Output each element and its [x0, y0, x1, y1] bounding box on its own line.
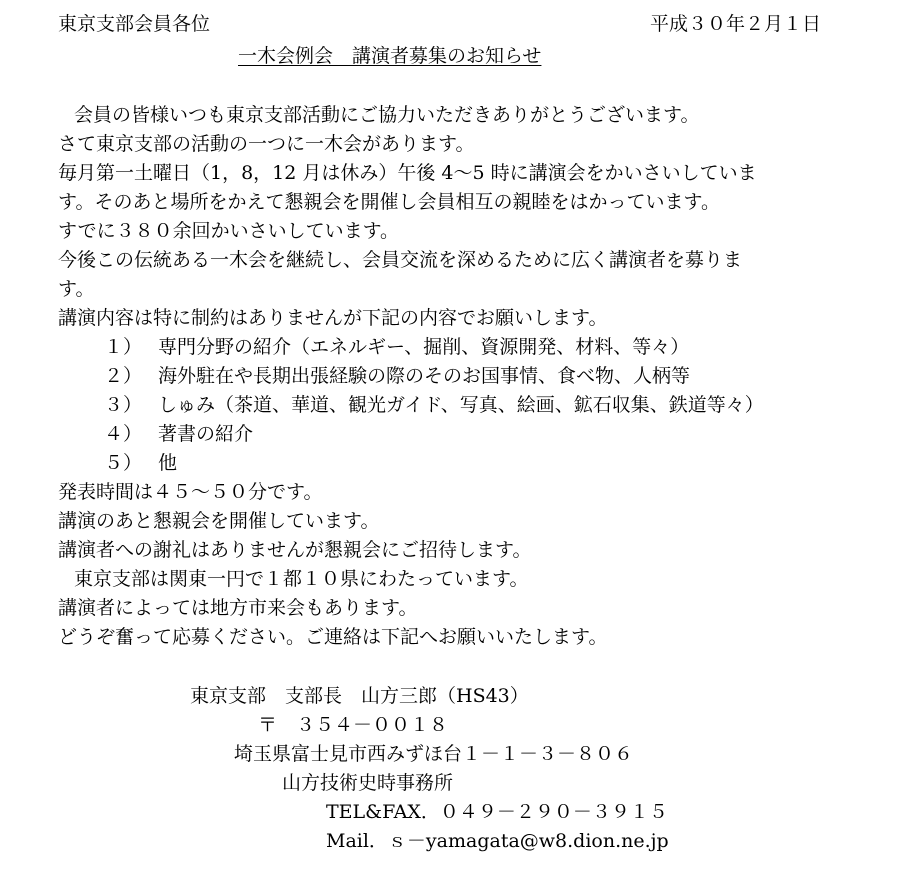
list-item-number: ２） [104, 365, 143, 387]
document-date: 平成３０年２月１日 [650, 13, 822, 35]
list-item-text: 専門分野の紹介（エネルギー、掘削、資源開発、材料、等々） [158, 336, 690, 358]
paragraph-2-line-2: す。そのあと場所をかえて懇親会を開催し会員相互の親睦をはかっています。 [58, 191, 720, 213]
list-item-text: 海外駐在や長期出張経験の際のそのお国事情、食べ物、人柄等 [158, 365, 691, 387]
contact-postal-code: 〒 ３５４－００１８ [258, 714, 449, 736]
greeting-paragraph: 会員の皆様いつも東京支部活動にご協力いただきありがとうございます。 [74, 104, 700, 126]
contact-address: 埼玉県富士見市西みずほ台１－１－３－８０６ [234, 743, 634, 765]
list-item [104, 333, 689, 361]
paragraph-5: 講演内容は特に制約はありませんが下記の内容でお願いします。 [58, 307, 608, 329]
list-item-number: ４） [104, 423, 143, 445]
contact-tel-fax: TEL&FAX．０４９－２９０－３９１５ [326, 801, 668, 823]
paragraph-8: 講演者への謝礼はありませんが懇親会にご招待します。 [58, 539, 532, 561]
list-item [104, 391, 764, 419]
contact-office: 山方技術史時事務所 [282, 772, 454, 794]
paragraph-10: 講演者によっては地方市来会もあります。 [58, 597, 418, 619]
list-item-text: 著書の紹介 [158, 423, 254, 445]
paragraph-1: さて東京支部の活動の一つに一木会があります。 [58, 133, 475, 155]
paragraph-4-line-1: 今後この伝統ある一木会を継続し、会員交流を深めるために広く講演者を募りま [58, 249, 743, 271]
paragraph-6: 発表時間は４５～５０分です。 [58, 481, 323, 503]
paragraph-7: 講演のあと懇親会を開催しています。 [58, 510, 380, 532]
paragraph-11: どうぞ奮って応募ください。ご連絡は下記へお願いいたします。 [58, 626, 608, 648]
list-item-number: １） [104, 336, 143, 358]
list-item-number: ３） [104, 394, 143, 416]
list-item-number: ５） [104, 452, 143, 474]
paragraph-9: 東京支部は関東一円で１都１０県にわたっています。 [74, 568, 529, 590]
paragraph-3: すでに３８０余回かいさいしています。 [58, 220, 400, 242]
list-item [104, 362, 690, 390]
paragraph-4-line-2: す。 [58, 278, 95, 300]
list-item [104, 420, 253, 448]
contact-email[interactable]: Mail．ｓ－yamagata@w8.dion.ne.jp [326, 830, 669, 852]
list-item [104, 449, 177, 477]
contact-name: 東京支部 支部長 山方三郎（HS43） [190, 685, 529, 707]
paragraph-2-line-1: 毎月第一土曜日（1，8，12 月は休み）午後 4～5 時に講演会をかいさいしていま [58, 162, 757, 184]
list-item-text: 他 [158, 452, 178, 474]
addressee: 東京支部会員各位 [58, 13, 211, 35]
document-title: 一木会例会 講演者募集のお知らせ [238, 45, 542, 67]
list-item-text: しゅみ（茶道、華道、観光ガイド、写真、絵画、鉱石収集、鉄道等々） [158, 394, 764, 416]
